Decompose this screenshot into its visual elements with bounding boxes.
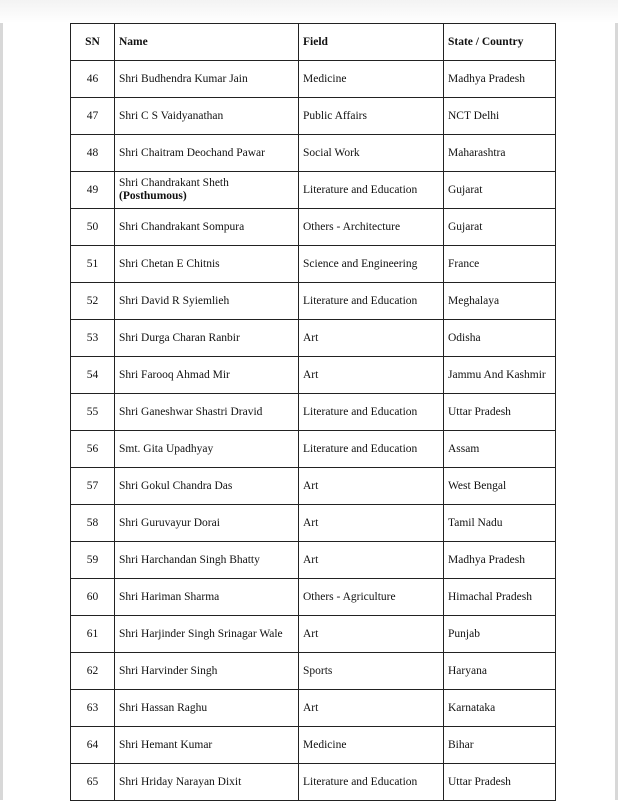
- cell-state: France: [444, 246, 556, 283]
- cell-name: [115, 172, 299, 209]
- cell-name: [115, 394, 299, 431]
- cell-field: Medicine: [299, 61, 444, 98]
- awardee-name: Shri Budhendra Kumar Jain: [119, 72, 248, 85]
- cell-field: Art: [299, 542, 444, 579]
- cell-sn: 49: [71, 172, 115, 209]
- table-row: [71, 394, 556, 431]
- cell-name: [115, 357, 299, 394]
- cell-name: [115, 98, 299, 135]
- awardee-name: Shri Durga Charan Ranbir: [119, 331, 240, 344]
- cell-name: [115, 690, 299, 727]
- header-state: State / Country: [444, 24, 556, 61]
- cell-state: Punjab: [444, 616, 556, 653]
- header-row: [71, 24, 556, 61]
- cell-field: Art: [299, 505, 444, 542]
- cell-field: Art: [299, 468, 444, 505]
- cell-sn: 46: [71, 61, 115, 98]
- table-row: [71, 542, 556, 579]
- cell-name: [115, 283, 299, 320]
- cell-state: Jammu And Kashmir: [444, 357, 556, 394]
- page-edge-left: [0, 0, 3, 800]
- cell-sn: 48: [71, 135, 115, 172]
- header-sn: SN: [71, 24, 115, 61]
- awardee-name: Shri Ganeshwar Shastri Dravid: [119, 405, 263, 418]
- cell-sn: 53: [71, 320, 115, 357]
- awardee-name: Shri Farooq Ahmad Mir: [119, 368, 230, 381]
- awardee-name: Shri Chandrakant Sompura: [119, 220, 245, 233]
- header-field: Field: [299, 24, 444, 61]
- cell-sn: 56: [71, 431, 115, 468]
- cell-state: Tamil Nadu: [444, 505, 556, 542]
- cell-field: Sports: [299, 653, 444, 690]
- table-row: [71, 283, 556, 320]
- cell-field: Literature and Education: [299, 394, 444, 431]
- cell-state: Assam: [444, 431, 556, 468]
- cell-field: Art: [299, 320, 444, 357]
- cell-state: Uttar Pradesh: [444, 764, 556, 801]
- cell-field: Art: [299, 690, 444, 727]
- cell-field: Others - Architecture: [299, 209, 444, 246]
- table-row: [71, 357, 556, 394]
- cell-name: [115, 542, 299, 579]
- cell-state: NCT Delhi: [444, 98, 556, 135]
- cell-name: [115, 616, 299, 653]
- cell-field: Literature and Education: [299, 431, 444, 468]
- cell-state: Maharashtra: [444, 135, 556, 172]
- cell-name: [115, 505, 299, 542]
- cell-sn: 58: [71, 505, 115, 542]
- table-row: [71, 135, 556, 172]
- cell-name: [115, 653, 299, 690]
- header-name: Name: [115, 24, 299, 61]
- cell-field: Medicine: [299, 727, 444, 764]
- cell-state: Himachal Pradesh: [444, 579, 556, 616]
- cell-sn: 51: [71, 246, 115, 283]
- awardee-name: Shri Guruvayur Dorai: [119, 516, 220, 529]
- awardee-name: Shri Chandrakant Sheth: [119, 177, 229, 189]
- awardee-name: Shri C S Vaidyanathan: [119, 109, 224, 122]
- cell-name: [115, 727, 299, 764]
- table-row: [71, 653, 556, 690]
- table-row: [71, 690, 556, 727]
- table-row: [71, 209, 556, 246]
- table-row: [71, 764, 556, 801]
- table-row: [71, 246, 556, 283]
- table-row: [71, 468, 556, 505]
- cell-sn: 54: [71, 357, 115, 394]
- cell-sn: 50: [71, 209, 115, 246]
- cell-name: [115, 764, 299, 801]
- cell-field: Social Work: [299, 135, 444, 172]
- cell-state: Bihar: [444, 727, 556, 764]
- table-header: [71, 24, 556, 61]
- cell-field: Literature and Education: [299, 283, 444, 320]
- cell-field: Public Affairs: [299, 98, 444, 135]
- cell-name: [115, 320, 299, 357]
- page-top-gap: [0, 0, 618, 23]
- cell-state: Meghalaya: [444, 283, 556, 320]
- awardee-name: Shri David R Syiemlieh: [119, 294, 230, 307]
- cell-sn: 62: [71, 653, 115, 690]
- cell-field: Art: [299, 616, 444, 653]
- awardee-name: Shri Hemant Kumar: [119, 738, 213, 751]
- awardee-name: Shri Harvinder Singh: [119, 664, 218, 677]
- table-row: [71, 172, 556, 209]
- cell-sn: 64: [71, 727, 115, 764]
- cell-name: [115, 579, 299, 616]
- cell-sn: 47: [71, 98, 115, 135]
- cell-field: Literature and Education: [299, 764, 444, 801]
- cell-name: [115, 61, 299, 98]
- cell-sn: 57: [71, 468, 115, 505]
- table-row: [71, 431, 556, 468]
- cell-state: Gujarat: [444, 172, 556, 209]
- awardee-name: Smt. Gita Upadhyay: [119, 442, 214, 455]
- cell-sn: 52: [71, 283, 115, 320]
- awardee-name: Shri Hassan Raghu: [119, 701, 208, 714]
- cell-state: Haryana: [444, 653, 556, 690]
- table-row: [71, 61, 556, 98]
- cell-state: Gujarat: [444, 209, 556, 246]
- table-row: [71, 579, 556, 616]
- cell-name: [115, 246, 299, 283]
- cell-state: Uttar Pradesh: [444, 394, 556, 431]
- table-row: [71, 98, 556, 135]
- cell-name: [115, 468, 299, 505]
- cell-state: Odisha: [444, 320, 556, 357]
- awardee-name: Shri Chaitram Deochand Pawar: [119, 146, 265, 159]
- cell-sn: 59: [71, 542, 115, 579]
- cell-field: Art: [299, 357, 444, 394]
- table-row: [71, 727, 556, 764]
- awardee-name: Shri Gokul Chandra Das: [119, 479, 233, 492]
- awardee-name: Shri Hariman Sharma: [119, 590, 220, 603]
- cell-field: Science and Engineering: [299, 246, 444, 283]
- posthumous-note: (Posthumous): [119, 190, 187, 202]
- table-row: [71, 505, 556, 542]
- table-row: [71, 616, 556, 653]
- cell-state: Karnataka: [444, 690, 556, 727]
- cell-field: Others - Agriculture: [299, 579, 444, 616]
- awardee-name: Shri Chetan E Chitnis: [119, 257, 220, 270]
- cell-name: [115, 431, 299, 468]
- awardee-name: Shri Harchandan Singh Bhatty: [119, 553, 260, 566]
- cell-name: [115, 209, 299, 246]
- cell-state: Madhya Pradesh: [444, 61, 556, 98]
- cell-state: Madhya Pradesh: [444, 542, 556, 579]
- cell-sn: 63: [71, 690, 115, 727]
- cell-sn: 65: [71, 764, 115, 801]
- awardee-name: Shri Hriday Narayan Dixit: [119, 775, 242, 788]
- cell-sn: 61: [71, 616, 115, 653]
- cell-name: [115, 135, 299, 172]
- cell-sn: 55: [71, 394, 115, 431]
- awardees-table: [70, 23, 556, 801]
- awardee-name: Shri Harjinder Singh Srinagar Wale: [119, 627, 283, 640]
- cell-field: Literature and Education: [299, 172, 444, 209]
- table-row: [71, 320, 556, 357]
- cell-sn: 60: [71, 579, 115, 616]
- cell-state: West Bengal: [444, 468, 556, 505]
- table-body: [71, 61, 556, 801]
